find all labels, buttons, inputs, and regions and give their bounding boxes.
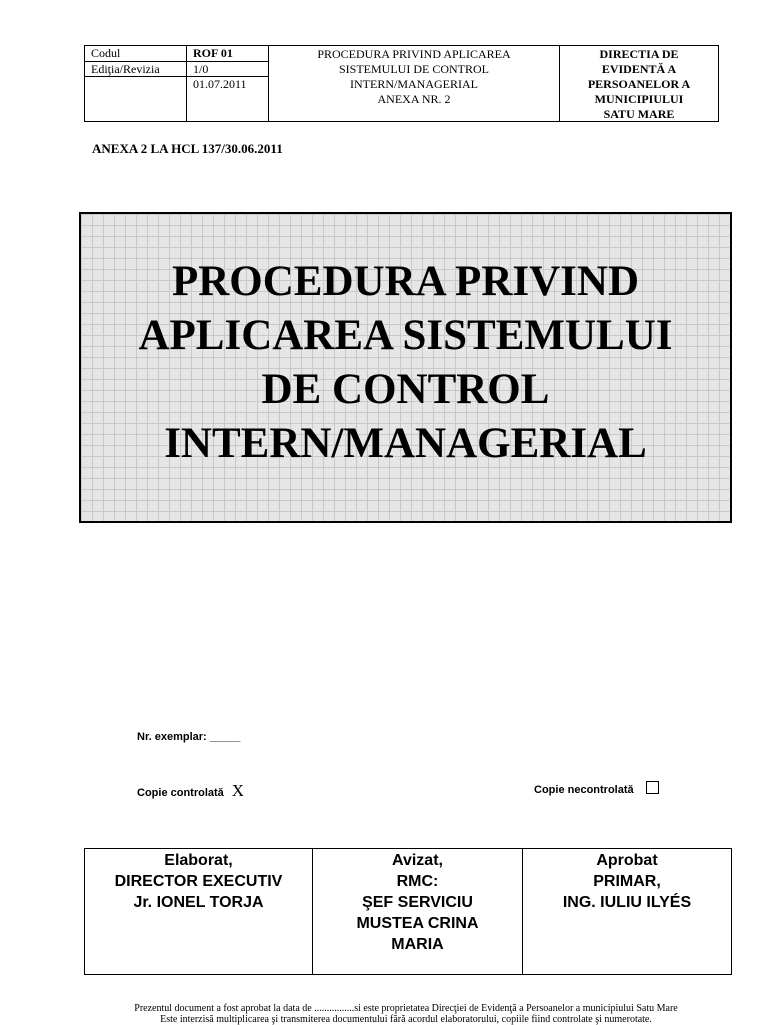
codul-label: Codul — [85, 46, 186, 62]
empty-cell — [85, 77, 186, 121]
procedure-line: SISTEMULUI DE CONTROL — [339, 62, 489, 76]
org-line: DIRECTIA DE — [599, 47, 679, 61]
header-value-column — [187, 46, 269, 121]
procedure-line: PROCEDURA PRIVIND APLICAREA — [317, 47, 511, 61]
signature-avizat — [313, 849, 523, 974]
signature-line: MARIA — [391, 936, 444, 953]
signature-line: Avizat, — [392, 852, 443, 869]
footer-notice — [0, 1003, 768, 1025]
signature-line: ING. IULIU ILYÉS — [562, 894, 692, 911]
title-line: PROCEDURA PRIVIND — [171, 257, 640, 305]
signature-line: Elaborat, — [164, 852, 233, 869]
copie-controlata-label: Copie controlată — [137, 787, 224, 799]
title-line: INTERN/MANAGERIAL — [164, 419, 647, 467]
signature-line: DIRECTOR EXECUTIV — [114, 873, 283, 890]
header-table — [84, 45, 719, 122]
footer-line: Este interzisă multiplicarea şi transmiterea documentului fără acordul elaboratorului, copiile fiind controlate şi numerotate. — [160, 1014, 652, 1025]
signature-aprobat — [523, 849, 731, 974]
signature-line: PRIMAR, — [593, 873, 661, 890]
nr-exemplar: Nr. exemplar: _____ — [137, 731, 241, 743]
title-box — [79, 212, 732, 523]
title-line: APLICAREA SISTEMULUI — [138, 311, 673, 359]
date-value: 01.07.2011 — [193, 77, 247, 91]
header-label-column — [85, 46, 187, 121]
annex-reference: ANEXA 2 LA HCL 137/30.06.2011 — [92, 141, 283, 156]
codul-value: ROF 01 — [187, 46, 268, 62]
title-line: DE CONTROL — [261, 365, 550, 413]
org-line: SATU MARE — [603, 107, 675, 121]
document-title — [138, 255, 672, 471]
header-procedure-title — [269, 46, 560, 121]
signature-line: Aprobat — [596, 852, 658, 869]
org-line: EVIDENTĂ A — [601, 62, 677, 76]
org-line: PERSOANELOR A — [587, 77, 691, 91]
header-organization — [560, 46, 718, 121]
checkbox-icon — [646, 781, 659, 794]
signature-line: RMC: — [396, 873, 439, 890]
editia-value: 1/0 — [187, 62, 268, 77]
signature-line: MUSTEA CRINA — [356, 915, 479, 932]
copie-necontrolata — [534, 781, 659, 796]
copie-controlata — [137, 781, 244, 801]
footer-line: Prezentul document a fost aprobat la data de ................si este proprietatea Direcţiei de Evidenţă a Persoanelor a municipiului Satu Mare — [134, 1003, 678, 1014]
signature-elaborat — [85, 849, 313, 974]
org-line: MUNICIPIULUI — [594, 92, 684, 106]
signature-line: ŞEF SERVICIU — [362, 894, 473, 911]
procedure-line: INTERN/MANAGERIAL — [350, 77, 478, 91]
editia-label: Ediţia/Revizia — [85, 62, 186, 77]
signature-table — [84, 848, 732, 975]
copie-necontrolata-label: Copie necontrolată — [534, 784, 634, 796]
procedure-line: ANEXA NR. 2 — [377, 92, 451, 106]
copie-controlata-mark: X — [231, 781, 245, 800]
signature-line: Jr. IONEL TORJA — [133, 894, 264, 911]
